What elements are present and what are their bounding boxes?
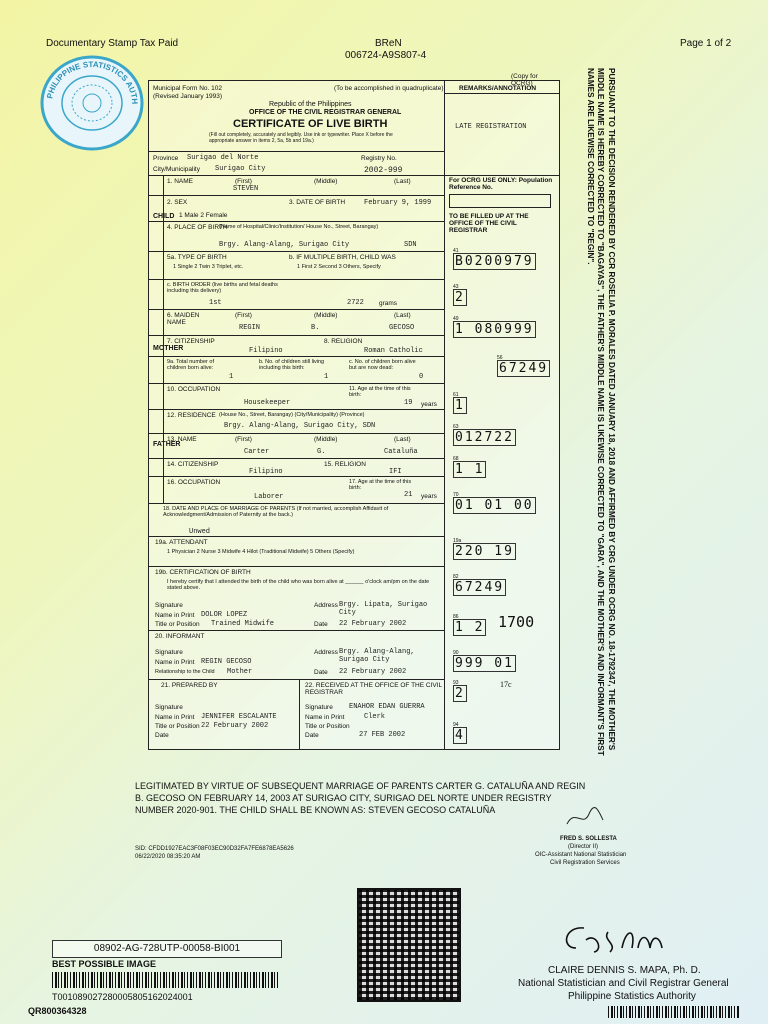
barcode-icon (52, 972, 280, 988)
code-field-19a (453, 538, 516, 559)
stamp-tax-label: Documentary Stamp Tax Paid (46, 38, 179, 49)
attendant-name-print-label: Name in Print (155, 612, 195, 619)
child-middle-label: (Middle) (314, 178, 338, 185)
prepared-signature-label: Signature (155, 704, 183, 711)
marriage-label: 18. DATE AND PLACE OF MARRIAGE OF PARENTS (If not married, accomplish Affidavit of Acknowledgment/Admission of Paternity at the back.) (163, 506, 389, 518)
informant-label: 20. INFORMANT (155, 633, 205, 640)
child-section-top (149, 175, 559, 176)
remarks-label: REMARKS/ANNOTATION (459, 85, 537, 92)
mother-religion-value: Roman Catholic (364, 347, 423, 355)
attendant-date: 22 February 2002 (339, 620, 407, 628)
code-field-value: 1 (455, 398, 465, 413)
legitimation-annotation: LEGITIMATED BY VIRTUE OF SUBSEQUENT MARRIAGE OF PARENTS CARTER G. CATALUÑA AND REGIN B. GECOSO ON FEBRUARY 14, 2003 AT SURIGAO CITY, SURIGAO DEL NORTE UNDER REGISTRY NUMBER 2020-901. THE CHILD SHALL BE KNOWN AS: STEVEN GECOSO CATALUÑA (135, 781, 586, 815)
registry-value: 2002-999 (364, 166, 403, 175)
row-line (149, 335, 444, 336)
municipal-form: Municipal Form No. 102 (153, 85, 222, 92)
multiple-birth-label: b. IF MULTIPLE BIRTH, CHILD WAS (289, 254, 396, 261)
right-column-divider (444, 81, 445, 749)
code-field-value: 999 01 (455, 656, 514, 671)
prepared-date: 22 February 2002 (201, 722, 269, 730)
prepared-name-print-label: Name in Print (155, 714, 195, 721)
barcode-number: T001089027280005805162024001 (52, 992, 193, 1002)
child-last-label: (Last) (394, 178, 411, 185)
birth-order-label: c. BIRTH ORDER (live births and fetal deaths including this delivery) (167, 282, 278, 294)
fred-title3: Civil Registration Services (550, 860, 620, 866)
bren-number: 006724-A9S807-4 (345, 50, 427, 61)
code-field-value: 1 080999 (455, 322, 534, 337)
informant-relationship: Mother (227, 668, 253, 676)
mother-side-label: MOTHER (153, 345, 184, 352)
code-field-86 (453, 614, 486, 635)
children-total-value: 1 (229, 373, 234, 381)
code-field-label: 90 (453, 650, 459, 656)
code-field-90 (453, 650, 516, 671)
mother-first-value: REGIN (239, 324, 261, 332)
pob-hint: (Name of Hospital/Clinic/Institution/ House No., Street, Barangay) (219, 224, 379, 230)
divider-line (163, 309, 164, 433)
office-label: OFFICE OF THE CIVIL REGISTRAR GENERAL (249, 109, 402, 116)
mother-middle-label: (Middle) (314, 312, 338, 319)
row-line (149, 433, 444, 434)
child-side-label: CHILD (153, 213, 175, 220)
code-field-label: 49 (453, 316, 459, 322)
code-field-label: 19a (453, 538, 462, 544)
footer-barcode-icon (608, 1006, 740, 1018)
signatory-org: Philippine Statistics Authority (568, 991, 696, 1002)
residence-label: 12. RESIDENCE (167, 412, 216, 419)
mother-middle-value: B. (311, 324, 320, 332)
code-field-label: 82 (453, 574, 459, 580)
province-row-top (149, 151, 444, 152)
mother-age-label: 11. Age at the time of this birth: (349, 386, 411, 398)
row-line (149, 630, 444, 631)
child-first-label: (First) (235, 178, 252, 185)
divider-line (163, 433, 164, 503)
row-line (149, 536, 444, 537)
sex-label: 2. SEX (167, 199, 188, 206)
prepared-label: 21. PREPARED BY (161, 682, 218, 689)
received-date-label: Date (305, 732, 319, 739)
attendant-address: Brgy. Lipata, Surigao City (339, 601, 428, 617)
sex-options: 1 Male 2 Female (179, 212, 228, 219)
received-signature-label: Signature (305, 704, 333, 711)
father-citizenship-value: Filipino (249, 468, 283, 476)
birth-order-value: 1st (209, 299, 222, 307)
children-dead-value: 0 (419, 373, 424, 381)
father-age-unit: years (421, 493, 437, 500)
father-age-label: 17. Age at the time of this birth: (349, 479, 412, 491)
father-last-label: (Last) (394, 436, 411, 443)
received-title: Clerk (364, 713, 386, 721)
attendant-title: Trained Midwife (211, 620, 275, 628)
residence-hint: (House No., Street, Barangay) (City/Municipality) (Province) (219, 412, 365, 418)
population-ref-box (449, 194, 551, 208)
pob-label: 4. PLACE OF BIRTH (167, 224, 228, 231)
father-middle-label: (Middle) (314, 436, 338, 443)
code-field-value: 4 (455, 728, 465, 743)
maiden-name-label: 6. MAIDEN NAME (167, 312, 200, 326)
informant-name: REGIN GECOSO (201, 658, 252, 666)
city-label: City/Municipality (153, 166, 200, 173)
received-name: ENAHOR EDAN GUERRA (349, 703, 425, 711)
ocrg-use-label: For OCRG USE ONLY: Population Reference No. (449, 177, 553, 191)
mapa-signature-icon (556, 918, 666, 967)
code-field-label: 93 (453, 680, 459, 686)
dob-value: February 9, 1999 (364, 199, 432, 207)
code-field-value: B0200979 (455, 254, 534, 269)
code-field-41 (453, 248, 536, 269)
child-first-value: STEVEN (233, 185, 259, 193)
sid-code: SID: CFDD1927EAC3F08F03EC90D32FA7FE6878EA5626 (135, 846, 294, 852)
code-1700: 1700 (498, 613, 535, 631)
informant-name-print-label: Name in Print (155, 659, 195, 666)
relationship-label: Relationship to the Child (155, 669, 215, 675)
prepared-date-label: Date (155, 732, 169, 739)
children-total-label: 9a. Total number of children born alive: (167, 359, 214, 371)
code-field-label: 56 (497, 355, 503, 361)
row-line (149, 503, 444, 504)
father-last-value: Cataluña (384, 448, 418, 456)
father-first-label: (First) (235, 436, 252, 443)
mother-occupation-label: 10. OCCUPATION (167, 386, 221, 393)
republic-label: Republic of the Philippines (269, 101, 352, 108)
attendant-date-label: Date (314, 621, 328, 628)
qr-code-icon (357, 888, 461, 1002)
attendant-label: 19a. ATTENDANT (155, 539, 208, 546)
received-name-print-label: Name in Print (305, 714, 345, 721)
row-line (149, 566, 444, 567)
row-line (149, 309, 444, 310)
father-occupation-value: Laborer (254, 493, 284, 501)
code-field-label: 41 (453, 248, 459, 254)
multiple-birth-options: 1 First 2 Second 3 Others, Specify (297, 264, 381, 270)
code-field-value: 01 01 00 (455, 498, 534, 513)
divider-line (299, 679, 300, 749)
row-line (149, 458, 444, 459)
fred-name: FRED S. SOLLESTA (560, 836, 617, 842)
pob-value: Brgy. Alang-Alang, Surigao City (219, 241, 350, 249)
informant-address-label: Address (314, 649, 338, 656)
mother-last-label: (Last) (394, 312, 411, 319)
form-instructions: (Fill out completely, accurately and legibly. Use ink or typewriter. Place X before the appropriate answer in items 2, 5a, 5b and 19a.) (209, 132, 393, 144)
form-title: CERTIFICATE OF LIVE BIRTH (233, 118, 388, 130)
father-religion-value: IFI (389, 468, 402, 476)
attendant-address-label: Address (314, 602, 338, 609)
correction-annotation: PURSUANT TO THE DECISION RENDERED BY CCR ROSELIA P. MORALES DATED JANUARY 18, 2018 AND AFFIRMED BY CRG UNDER OCRG NO. 18-1792347, THE MOTHER'S MIDDLE NAME IS HEREBY CORRECTED TO "BAGAYAS", THE FATHER'S MIDDLE NAME IS LIKEWISE CORRECTED TO "GARA", AND THE MOTHER'S AND INFORMANT'S FIRST NAMES ARE LIKEWISE CORRECTED TO "REGIN". (586, 68, 616, 756)
mother-religion-label: 8. RELIGION (324, 338, 363, 345)
code-field-49 (453, 316, 536, 337)
received-date: 27 FEB 2002 (359, 731, 406, 739)
attendant-name: DOLOR LOPEZ (201, 611, 248, 619)
row-line (149, 195, 444, 196)
attendant-title-label: Title or Position (155, 621, 200, 628)
father-side-label: FATHER (153, 441, 181, 448)
mother-first-label: (First) (235, 312, 252, 319)
children-dead-label: c. No. of children born alive but are now dead: (349, 359, 416, 371)
code-field-82 (453, 574, 506, 595)
row-line (149, 279, 444, 280)
prepared-name: JENNIFER ESCALANTE (201, 713, 277, 721)
received-label: 22. RECEIVED AT THE OFFICE OF THE CIVIL REGISTRAR (305, 682, 442, 696)
type-birth-options: 1 Single 2 Twin 3 Triplet, etc. (173, 264, 244, 270)
code-field-value: 1 1 (455, 462, 485, 477)
child-name-label: 1. NAME (167, 178, 194, 185)
attendant-signature-label: Signature (155, 602, 183, 609)
mother-occupation-value: Housekeeper (244, 399, 291, 407)
children-living-label: b. No. of children still living including this birth: (259, 359, 325, 371)
code-field-94 (453, 722, 467, 743)
informant-signature-label: Signature (155, 649, 183, 656)
province-label: Province (153, 155, 179, 162)
code-field-value: 2 (455, 686, 465, 701)
children-living-value: 1 (324, 373, 329, 381)
quadruplicate-note: (To be accomplished in quadruplicate) (334, 85, 444, 92)
row-line (149, 476, 444, 477)
mother-age-value: 19 (404, 399, 413, 407)
informant-date-label: Date (314, 669, 328, 676)
code-17c: 17c (500, 680, 512, 689)
fred-title2: OIC-Assistant National Statistician (535, 852, 627, 858)
code-field-label: 61 (453, 392, 459, 398)
registry-label: Registry No. (361, 155, 397, 162)
father-age-value: 21 (404, 491, 413, 499)
attendant-options: 1 Physician 2 Nurse 3 Midwife 4 Hilot (Traditional Midwife) 5 Others (Specify) (167, 549, 355, 555)
code-field-value: 012722 (455, 430, 514, 445)
signatory-title: National Statistician and Civil Registrar General (518, 978, 729, 989)
mother-last-value: GECOSO (389, 324, 415, 332)
code-field-value: 67249 (499, 361, 549, 376)
code-field-43 (453, 284, 467, 305)
row-line (149, 251, 444, 252)
page-indicator: Page 1 of 2 (680, 38, 732, 49)
residence-value: Brgy. Alang-Alang, Surigao City, SDN (224, 422, 376, 430)
row-line (149, 679, 444, 680)
best-image-label: BEST POSSIBLE IMAGE (52, 959, 157, 969)
code-field-label: 70 (453, 492, 459, 498)
code-field-value: 67249 (455, 580, 505, 595)
remarks-value: LATE REGISTRATION (455, 123, 527, 131)
code-field-label: 86 (453, 614, 459, 620)
sid-date: 06/22/2020 08:35:20 AM (135, 854, 201, 860)
father-name-label: 13. NAME (167, 436, 197, 443)
psa-seal-icon (40, 55, 144, 151)
qr-control-number: QR800364328 (28, 1006, 87, 1016)
code-field-93 (453, 680, 467, 701)
bren-label: BReN (375, 38, 402, 49)
cert-birth-text: I hereby certify that I attended the birth of the child who was born alive at ______ o'clock am/pm on the date stated above. (167, 579, 430, 591)
code-field-61 (453, 392, 467, 413)
father-middle-value: G. (317, 448, 326, 456)
code-field-68 (453, 456, 486, 477)
row-line (149, 383, 444, 384)
prepared-title-label: Title or Position (155, 723, 200, 730)
fred-title1: (Director II) (568, 844, 598, 850)
weight-value: 2722 (347, 299, 364, 307)
row-line (149, 356, 444, 357)
province-value: Surigao del Norte (187, 154, 259, 162)
father-religion-label: 15. RELIGION (324, 461, 366, 468)
received-title-label: Title or Position (305, 723, 350, 730)
code-field-value: 2 (455, 290, 465, 305)
code-field-label: 43 (453, 284, 459, 290)
informant-address: Brgy. Alang-Alang, Surigao City (339, 648, 415, 664)
row-line (149, 409, 444, 410)
marriage-value: Unwed (189, 528, 211, 536)
revised-date: (Revised January 1993) (153, 93, 223, 100)
weight-unit: grams (379, 300, 398, 307)
code-field-label: 63 (453, 424, 459, 430)
signatory-name: CLAIRE DENNIS S. MAPA, Ph. D. (548, 965, 701, 976)
code-field-63 (453, 424, 516, 445)
mother-age-unit: years (421, 401, 437, 408)
seal-text: PHILIPPINE STATISTICS AUTH (45, 59, 140, 105)
doc-code-box: 08902-AG-728UTP-00058-BI001 (52, 940, 282, 958)
remarks-divider (444, 93, 559, 94)
code-field-56 (497, 355, 550, 376)
copy-for: (Copy for OCRG) (511, 73, 538, 87)
code-field-value: 220 19 (455, 544, 514, 559)
mother-citizenship-label: 7. CITIZENSHIP (167, 338, 215, 345)
mother-citizenship-value: Filipino (249, 347, 283, 355)
cert-birth-label: 19b. CERTIFICATION OF BIRTH (155, 569, 251, 576)
father-occupation-label: 16. OCCUPATION (167, 479, 221, 486)
code-field-label: 94 (453, 722, 459, 728)
code-field-label: 68 (453, 456, 459, 462)
city-value: Surigao City (215, 165, 266, 173)
father-first-value: Carter (244, 448, 270, 456)
informant-date: 22 February 2002 (339, 668, 407, 676)
type-birth-label: 5a. TYPE OF BIRTH (167, 254, 227, 261)
pob-province: SDN (404, 241, 417, 249)
fred-signature-icon (565, 806, 605, 835)
dob-label: 3. DATE OF BIRTH (289, 199, 346, 206)
father-citizenship-label: 14. CITIZENSHIP (167, 461, 219, 468)
row-line (149, 221, 444, 222)
to-be-filled-label: TO BE FILLED UP AT THE OFFICE OF THE CIVIL REGISTRAR (449, 213, 529, 234)
code-field-70 (453, 492, 536, 513)
code-field-value: 1 2 (455, 620, 485, 635)
